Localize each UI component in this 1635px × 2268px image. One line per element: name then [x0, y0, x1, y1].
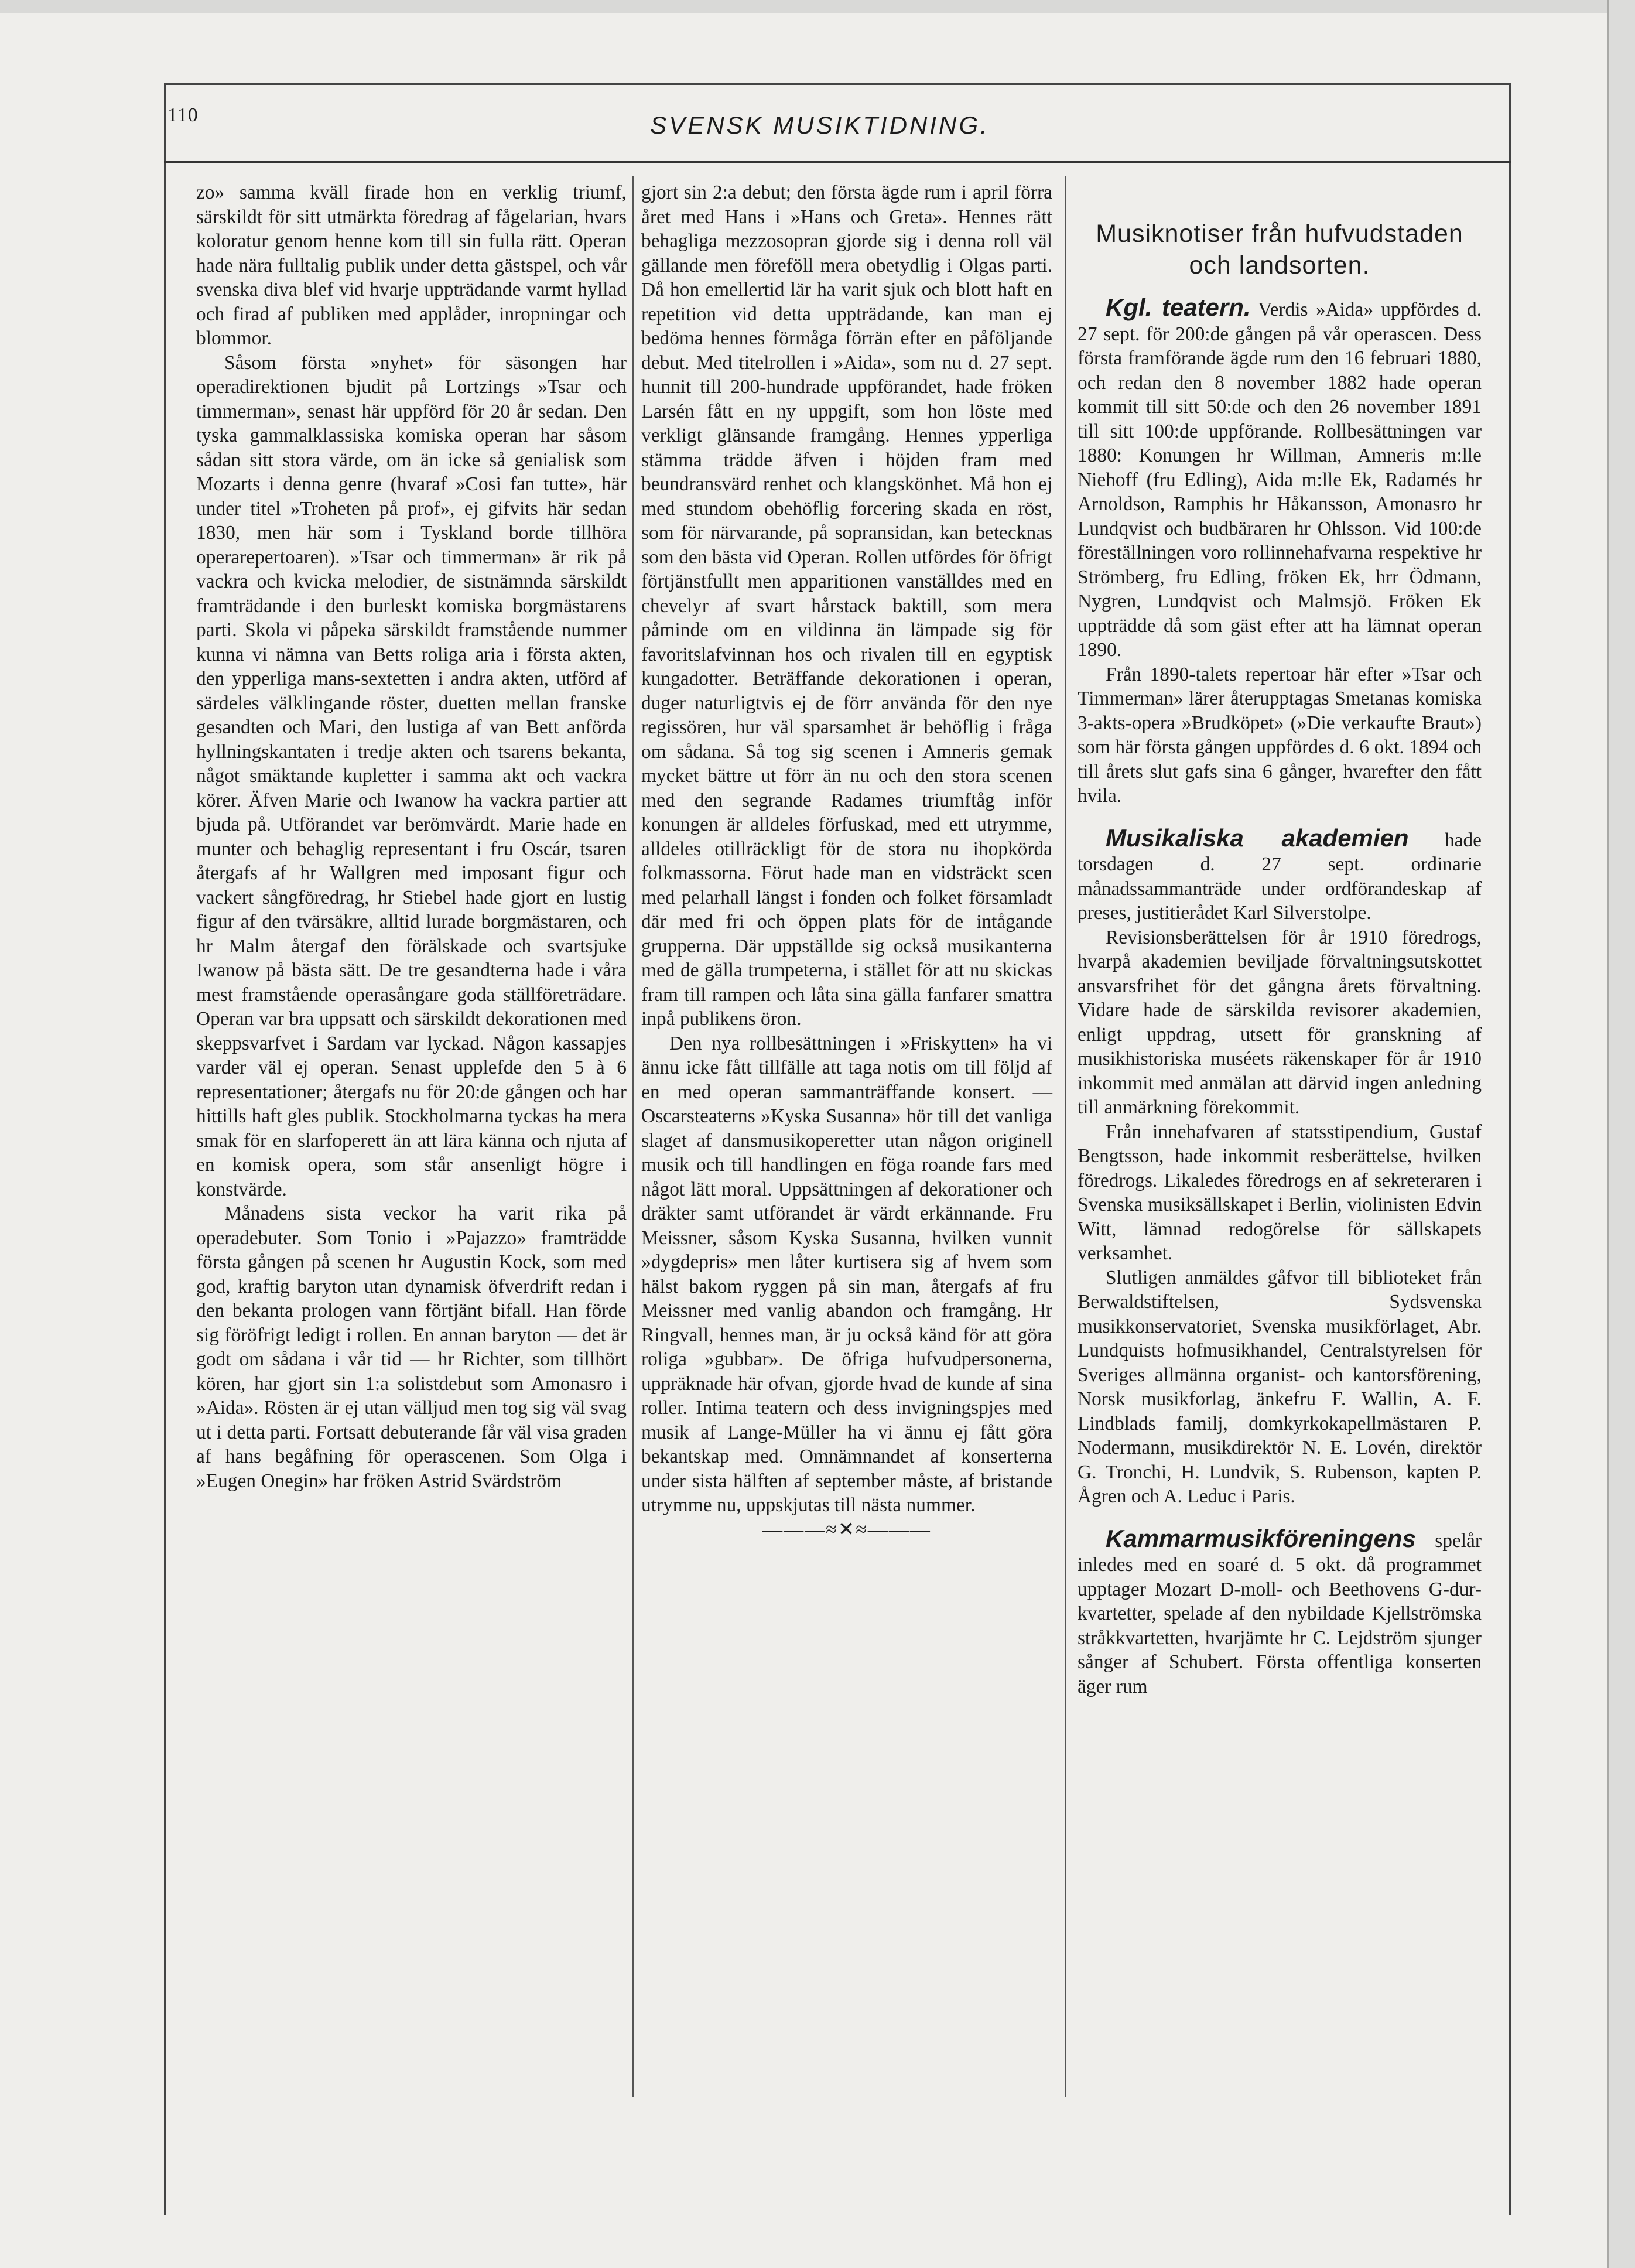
column-1 — [196, 180, 627, 1493]
page-number: 110 — [167, 104, 199, 126]
column-divider-1 — [632, 176, 634, 2097]
column-2 — [641, 180, 1052, 1542]
paragraph-text: spelår inledes med en soaré d. 5 okt. då programmet upptager Mozart D-moll- och Beethovens G-dur-kvartetter, spelade af den nybildade Kjellströmska stråkkvartetten, hvarjämte hr C. Lejdström sjunger sånger af Schubert. Första offentliga konserten äger rum — [1078, 1529, 1482, 1697]
paragraph: Den nya rollbesättningen i »Friskytten» ha vi ännu icke fått tillfälle att taga notis om till följd af en med operan sammanträffande konsert. — Oscarsteaterns »Kyska Susanna» hör till det vanliga slaget af dansmusikoperetter utan någon originell musik och till handlingen en föga roande fars med något lätt moral. Uppsättningen af dekorationer och dräkter samt utförandet är värdt erkännande. Fru Meissner, såsom Kyska Susanna, hvilken vunnit »dygdepris» men låter kurtisera sig af hvem som hälst bakom ryggen på sin man, återgafs af fru Meissner med vanlig abandon och framgång. Hr Ringvall, hennes man, är ju också känd för att göra roliga »gubbar». De öfriga hufvudpersonerna, uppräknade här ofvan, gjorde hvad de kunde af sina roller. Intima teatern och dess invigningspjes med musik af Lange-Müller ha vi ännu ej fått göra bekantskap med. Omnämnandet af konserterna under sista hälften af september måste, af bristande utrymme nu, uppskjutas till nästa nummer. — [641, 1032, 1052, 1516]
frame-rule-right — [1509, 83, 1511, 2215]
running-title: SVENSK MUSIKTIDNING. — [650, 111, 990, 139]
runin-heading: Kammarmusikföreningens — [1106, 1524, 1416, 1552]
frame-rule-left — [164, 83, 166, 2215]
header-rule — [164, 161, 1511, 163]
runin-heading: Musikaliska akademien — [1106, 824, 1409, 852]
frame-rule-top — [164, 83, 1511, 85]
paragraph: Såsom första »nyhet» för säsongen har operadirektionen bjudit på Lortzings »Tsar och timmerman», senast här uppförd för 20 år sedan. Den tyska gammalklassiska komiska operan har såsom sådan sitt stora värde, om än icke så genialisk som Mozarts i denna genre (hvaraf »Cosi fan tutte», här under titel »Troheten på prof», ej gifvits här sedan 1830, men här som i Tyskland borde tillhöra operarepertoaren). »Tsar och timmerman» är rik på vackra och kvicka melodier, de sistnämnda särskildt framträdande i den burleskt komiska borgmästarens parti. Skola vi påpeka särskildt framstående nummer kunna vi nämna van Betts roliga aria i första akten, den ypperliga mans-sextetten i andra akten, utförd af särdeles välklingande röster, duetten mellan franske gesandten och Mari, den lustiga af van Bett anförda hyllningskantaten i tredje akten och tsarens bekanta, något smäktande kupletter i samma akt och vackra körer. Äfven Marie och Iwanow ha vackra partier att bjuda på. Utförandet var berömvärdt. Marie hade en munter och behaglig representant i fru Oscár, tsaren återgafs af hr Wallgren med imposant figur och vackert sångföredrag, hr Stiebel hade gjort en lustig figur af den tvärsäkre, alltid lurade borgmästaren, och hr Malm återgaf den förälskade och svartsjuke Iwanow på bästa sätt. De tre gesandterna hade i våra mest framstående operasångare goda ställföreträdare. Operan var bra uppsatt och särskildt dekorationen med skeppsvarfvet i Sardam var lyckad. Någon kassapjes varder väl ej operan. Senast upplefde den 5 à 6 representationer; återgafs nu för 20:de gången och har hittills haft gles publik. Stockholmarna tyckas ha mera smak för en slarfoperett än att lära känna och njuta af en komisk opera, som står ansenligt högre i konstvärde. — [196, 351, 627, 1200]
paragraph-text: hade torsdagen d. 27 sept. ordinarie månadssammanträde under ordförandeskap af preses, justitierådet Karl Silverstolpe. — [1078, 829, 1482, 924]
runin-heading: Kgl. teatern. — [1106, 293, 1251, 321]
scan-border-top — [0, 0, 1635, 13]
paragraph — [1078, 295, 1482, 662]
paragraph — [1078, 1526, 1482, 1699]
paragraph: Från 1890-talets repertoar här efter »Tsar och Timmerman» lärer återupptagas Smetanas komiska 3-akts-opera »Brudköpet» (»Die verkaufte Braut») som här första gången uppfördes d. 6 okt. 1894 och till årets slut gafs sina 6 gånger, hvarefter den fått hvila. — [1078, 663, 1482, 807]
column-divider-2 — [1065, 176, 1066, 2097]
paragraph: Från innehafvaren af statsstipendium, Gustaf Bengtsson, hade inkommit resberättelse, hvilken föredrogs. Likaledes föredrogs en af sekreteraren i Svenska musiksällskapet i Berlin, violinisten Edvin Witt, lämnad redogörelse för sällskapets verksamhet. — [1078, 1121, 1482, 1264]
paragraph: Revisionsberättelsen för år 1910 föredrogs, hvarpå akademien beviljade förvaltningsutskottet ansvarsfrihet för det gångna årets förvaltning. Vidare hade de särskilda revisorer akademien, enligt uppdrag, utsett för granskning af musikhistoriska muséets räkenskaper för år 1910 inkommit med anmälan att därvid ingen anledning till anmärkning förekommit. — [1078, 926, 1482, 1118]
column-3 — [1078, 218, 1482, 1699]
paragraph — [1078, 826, 1482, 925]
paragraph-text: Verdis »Aida» uppfördes d. 27 sept. för 200:de gången på vår operascen. Dess första framförande ägde rum den 16 februari 1880, och redan den 8 november 1882 hade operan kommit till sitt 50:de och den 26 november 1891 till sitt 100:de uppförande. Rollbesättningen var 1880: Konungen hr Willman, Amneris m:lle Niehoff (fru Edling), Aida m:lle Ek, Radamés hr Arnoldson, Ramphis hr Håkansson, Amonasro hr Lundqvist och budbäraren hr Ohlsson. Vid 100:de föreställningen voro rollinnehafvarna respektive hr Strömberg, fru Edling, fröken Ek, hrr Ödmann, Nygren, Lundqvist och Malmsjö. Fröken Ek uppträdde då som gäst efter att ha lämnat operan 1890. — [1078, 299, 1482, 661]
paragraph: Månadens sista veckor ha varit rika på operadebuter. Som Tonio i »Pajazzo» framträdde första gången på scenen hr Augustin Kock, som med god, kraftig baryton utan dynamisk öfverdrift redan i den bekanta prologen vann förtjänt bifall. Han förde sig föröfrigt ledigt i rollen. En annan baryton — det är godt om sådana i vår tid — hr Richter, som tillhört kören, har gjort sin 1:a solistdebut som Amonasro i »Aida». Rösten är ej utan välljud men tog sig väl svag ut i detta parti. Fortsatt debuterande får väl visa graden af hans begåfning för operascenen. Som Olga i »Eugen Onegin» har fröken Astrid Svärdström — [196, 1203, 627, 1492]
section-title: Musiknotiser från hufvudstaden och landsorten. — [1096, 220, 1463, 279]
scan-border-right — [1607, 0, 1635, 2268]
end-ornament: ———≈✕≈——— — [762, 1518, 931, 1541]
paragraph: zo» samma kväll firade hon en verklig triumf, särskildt för sitt utmärkta föredrag af fågelarian, hvars koloratur genom henne kom till sin fulla rätt. Operan hade nära fulltalig publik under detta gästspel, och vår svenska diva blef vid hvarje uppträdande varmt hyllad och firad af publiken med applåder, inropningar och blommor. — [196, 182, 627, 349]
paragraph: Slutligen anmäldes gåfvor till biblioteket från Berwaldstiftelsen, Sydsvenska musikkonservatoriet, Svenska musikförlaget, Abr. Lundquists hofmusikhandel, Centralstyrelsen för Sveriges allmänna organist- och kantorsförening, Norsk musikforlag, änkefru F. Wallin, A. F. Lindblads familj, domkyrkokapellmästaren P. Nodermann, musikdirektör N. E. Lovén, direktör G. Tronchi, H. Lundvik, S. Rubenson, kapten P. Ågren och A. Leduc i Paris. — [1078, 1266, 1482, 1507]
paragraph: gjort sin 2:a debut; den första ägde rum i april förra året med Hans i »Hans och Greta». Hennes rätt behagliga mezzosopran gjorde sig i denna roll väl gällande men föreföll mera obetydlig i Olgas parti. Då hon emellertid lär ha varit sjuk och blott haft en repetition vid detta uppträdande, kan man ej bedöma hennes förmåga förrän efter en påföljande debut. Med titelrollen i »Aida», som nu d. 27 sept. hunnit till 200-hundrade uppförandet, hade fröken Larsén fått en ny uppgift, som hon löste med verkligt glänsande framgång. Hennes ypperliga stämma trädde äfven i höjden fram med beundransvärd renhet och klangskönhet. Må hon ej med stundom obehöflig forcering skada en röst, som för närvarande, på sopransidan, kan betecknas som den bästa vid Operan. Rollen utfördes för öfrigt förtjänstfullt men apparitionen vanställdes med en chevelyr af svart hårstack baktill, som mera påminde om en vildinna än lämpade sig för favoritslafvinnan hos och rivalen till en egyptisk kungadotter. Beträffande dekorationen i operan, duger naturligtvis ej de förr använda för den nye regissören, hur väl sparsamhet är behöflig i fråga om sådana. Så tog sig scenen i Amneris gemak mycket bättre ut förr än nu och den stora scenen med den segrande Radames triumftåg inför konungen är alldeles förfuskad, med ett utrymme, alldeles otillräckligt för de stora nu ihopkörda folkmassorna. Förut hade man en vidsträckt scen med pelarhall längst i fonden och folket församladt där med fri och öppen plats för de intågande grupperna. Där uppställde sig också musikanterna med de gälla trumpeterna, i stället för att nu skickas fram till rampen och låta sina gälla fanfarer smattra inpå publikens öron. — [641, 182, 1052, 1030]
